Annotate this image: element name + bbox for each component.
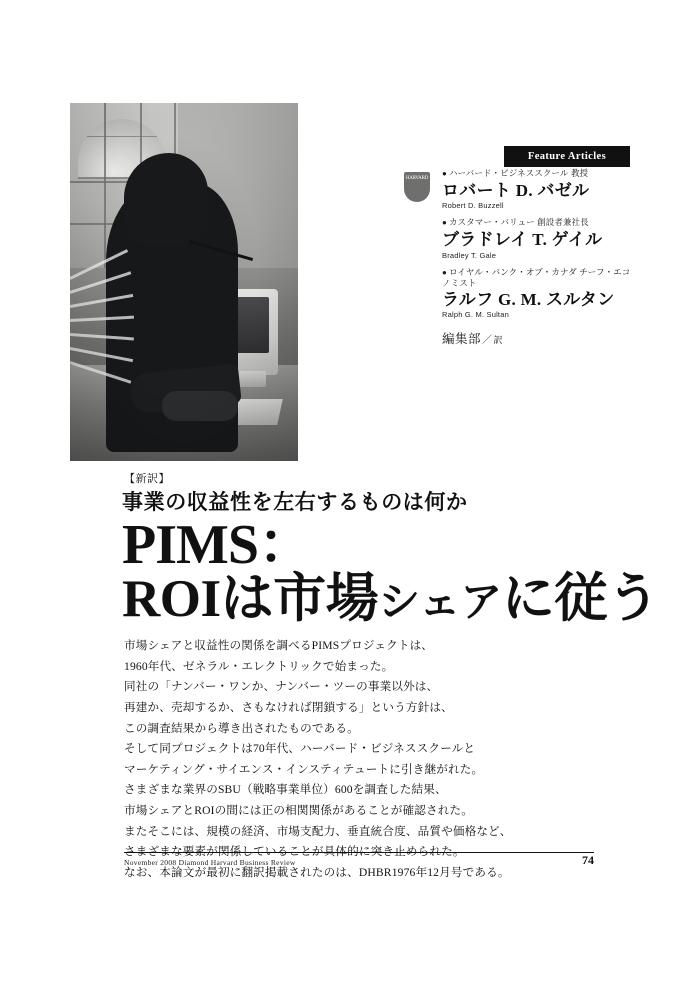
author-marker: ● bbox=[442, 267, 447, 277]
article-kicker: 【新訳】 bbox=[124, 473, 170, 485]
article-title-line2-b: シェア bbox=[378, 579, 502, 626]
page-number: 74 bbox=[582, 853, 594, 867]
author-name: ラルフ G. M. スルタン bbox=[442, 290, 615, 310]
lead-line: さまざまな要素が関係していることが具体的に突き止められた。 bbox=[124, 845, 465, 859]
translator-role: 訳 bbox=[493, 335, 504, 346]
author-entry bbox=[442, 168, 634, 210]
article-photo bbox=[70, 103, 298, 461]
author-entry bbox=[442, 217, 634, 259]
author-name: ロバート D. バゼル bbox=[442, 181, 590, 200]
footer-rule bbox=[124, 852, 594, 853]
lead-line: この調査結果から導き出されたものである。 bbox=[124, 721, 359, 735]
author-affiliation bbox=[442, 267, 634, 289]
article-title-line2-c: に従う bbox=[501, 569, 660, 628]
author-affiliation-text: ロイヤル・バンク・オブ・カナダ チーフ・エコノミスト bbox=[442, 266, 631, 288]
feature-banner-rule bbox=[504, 166, 630, 167]
translator-credit bbox=[442, 329, 634, 347]
author-affiliation bbox=[442, 217, 634, 228]
author-name-roman: Ralph G. M. Sultan bbox=[442, 310, 509, 320]
author-marker: ● bbox=[442, 169, 447, 178]
feature-articles-banner: Feature Articles bbox=[504, 146, 630, 167]
lead-line: またそこには、規模の経済、市場支配力、垂直統合度、品質や価格など、 bbox=[124, 824, 512, 838]
lead-line: 市場シェアとROIの間には正の相関関係があることが確認された。 bbox=[124, 804, 474, 817]
author-name: ブラドレイ T. ゲイル bbox=[442, 230, 603, 250]
author-affiliation-text: カスタマー・バリュー 創設者兼社長 bbox=[448, 217, 589, 228]
article-title bbox=[122, 514, 660, 628]
article-subtitle: 事業の収益性を左右するものは何か bbox=[122, 490, 468, 514]
translator-name: 編集部 bbox=[442, 332, 482, 347]
lead-line: そして同プロジェクトは70年代、ハーバード・ビジネススクールと bbox=[124, 742, 476, 756]
authors-block bbox=[404, 168, 634, 347]
author-name-roman: Robert D. Buzzell bbox=[442, 201, 504, 211]
photo-vignette bbox=[70, 103, 298, 461]
author-name-roman: Bradley T. Gale bbox=[442, 250, 497, 260]
lead-line: マーケティング・サイエンス・インスティテュートに引き継がれた。 bbox=[124, 762, 484, 776]
lead-line: 再建か、売却するか、さもなければ閉鎖する」という方針は、 bbox=[124, 700, 453, 714]
lead-line: なお、本論文が最初に翻訳掲載されたのは、DHBR1976年12月号である。 bbox=[124, 865, 510, 879]
article-lead bbox=[124, 636, 594, 884]
harvard-crest-icon: HARVARD bbox=[404, 172, 430, 202]
article-title-line1: PIMS： bbox=[122, 514, 313, 576]
lead-line: 同社の「ナンバー・ワンか、ナンバー・ツーの事業以外は、 bbox=[124, 680, 439, 694]
author-entry bbox=[442, 267, 634, 320]
author-affiliation-text: ハーバード・ビジネススクール 教授 bbox=[448, 168, 589, 178]
footer-source: November 2008 Diamond Harvard Business Review bbox=[124, 858, 296, 867]
author-affiliation bbox=[442, 168, 634, 179]
article-title-line2 bbox=[122, 569, 660, 628]
lead-line: 市場シェアと収益性の関係を調べるPIMSプロジェクトは、 bbox=[124, 639, 434, 652]
translator-separator: ／ bbox=[482, 335, 493, 347]
article-title-line2-a: ROIは市場 bbox=[122, 569, 379, 628]
lead-line: 1960年代、ゼネラル・エレクトリックで始まった。 bbox=[124, 659, 394, 673]
authors-list bbox=[442, 168, 634, 347]
author-marker: ● bbox=[442, 218, 447, 228]
lead-line: さまざまな業界のSBU（戦略事業単位）600を調査した結果、 bbox=[124, 783, 447, 797]
